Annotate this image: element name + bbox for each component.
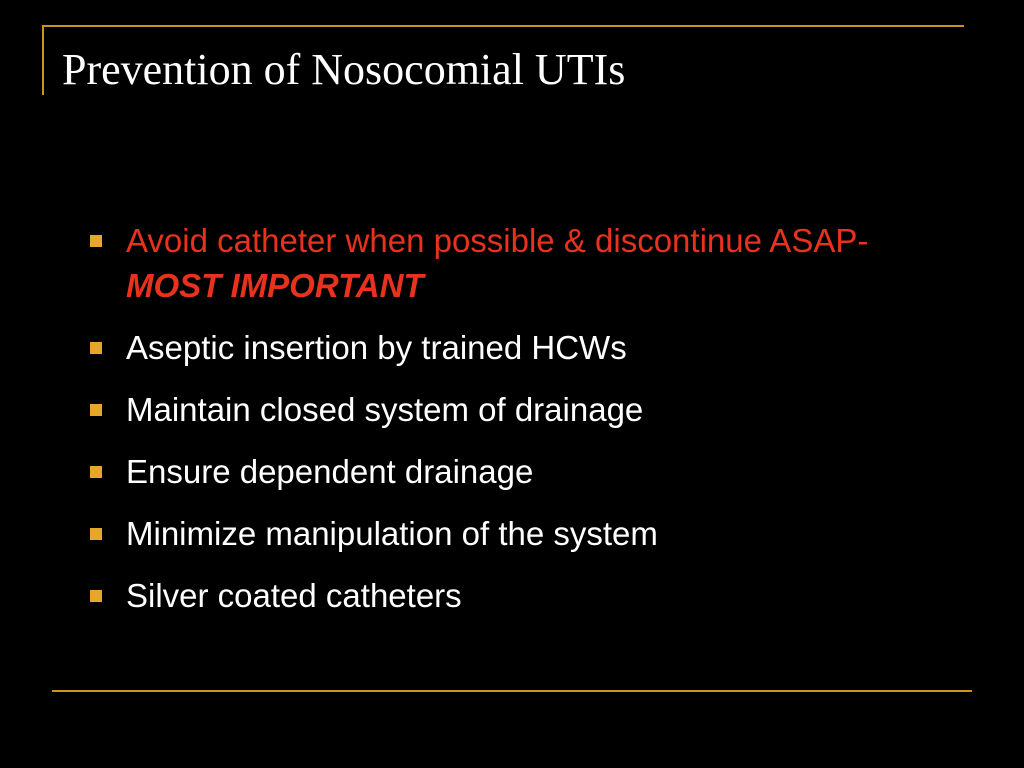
bullet-text: Ensure dependent drainage: [126, 453, 534, 490]
top-frame-line: [42, 25, 964, 27]
bullet-text: Minimize manipulation of the system: [126, 515, 658, 552]
slide-title: Prevention of Nosocomial UTIs: [62, 45, 626, 94]
bullet-item: [88, 218, 968, 308]
bullet-text: Silver coated catheters: [126, 577, 462, 614]
bullet-list: [88, 218, 968, 635]
square-bullet-icon: [90, 590, 102, 602]
bullet-item: [88, 511, 968, 556]
square-bullet-icon: [90, 342, 102, 354]
bullet-item: [88, 573, 968, 618]
square-bullet-icon: [90, 528, 102, 540]
bullet-text: Avoid catheter when possible & discontinue ASAP-: [126, 222, 869, 259]
square-bullet-icon: [90, 404, 102, 416]
bullet-text: Aseptic insertion by trained HCWs: [126, 329, 627, 366]
bullet-text: Maintain closed system of drainage: [126, 391, 644, 428]
bullet-item: [88, 325, 968, 370]
bottom-frame-line: [52, 690, 972, 692]
left-frame-line: [42, 25, 44, 95]
square-bullet-icon: [90, 235, 102, 247]
square-bullet-icon: [90, 466, 102, 478]
bullet-emphasis: MOST IMPORTANT: [126, 267, 424, 304]
bullet-item: [88, 387, 968, 432]
bullet-item: [88, 449, 968, 494]
